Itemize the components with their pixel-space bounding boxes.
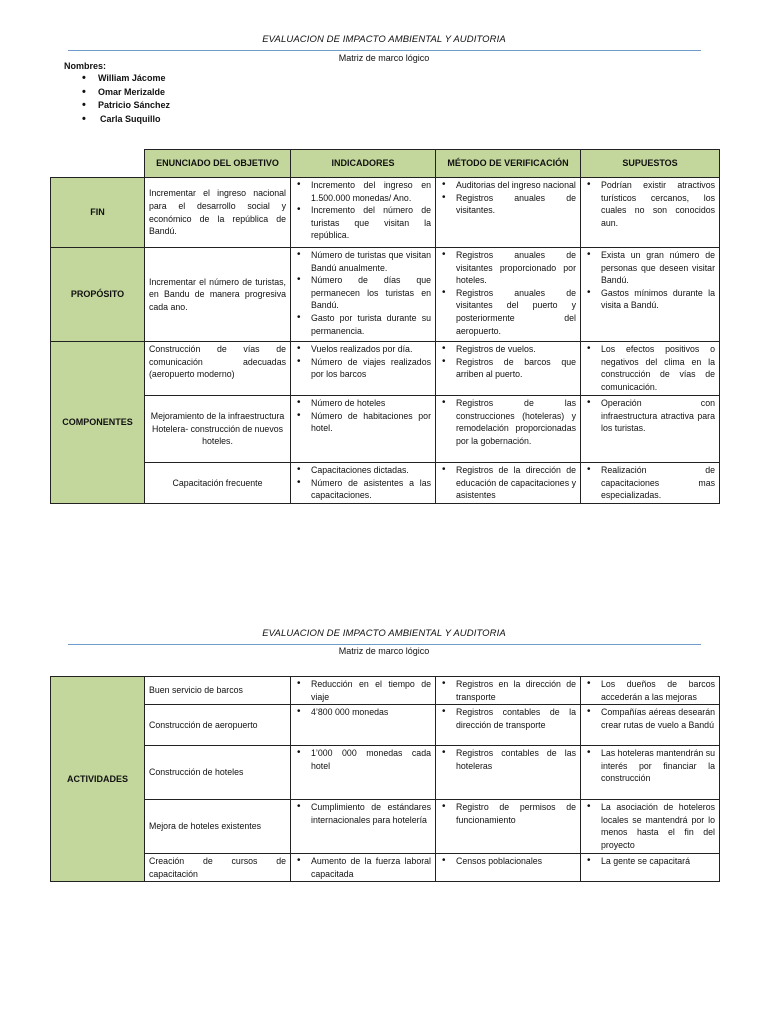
- indicators-cell: [291, 248, 436, 342]
- indicator-item: • Capacitaciones dictadas.: [295, 464, 431, 477]
- document-subtitle: Matriz de marco lógico: [338, 646, 430, 656]
- indicators-cell: [291, 705, 436, 746]
- verification-item: • Registros anuales de visitantes proporcionado por hoteles.: [440, 249, 576, 287]
- verification-item: • Registros en la dirección de transporte: [440, 678, 576, 703]
- verification-item: • Registros contables de la dirección de transporte: [440, 706, 576, 731]
- table-header-row: [51, 150, 720, 178]
- verification-cell: [436, 746, 581, 800]
- verification-item: • Registros de barcos que arriben al puerto.: [440, 356, 576, 381]
- indicator-item: • Cumplimiento de estándares internacionales para hotelería: [295, 801, 431, 826]
- row-label-proposito: PROPÓSITO: [51, 248, 145, 342]
- indicators-cell: [291, 746, 436, 800]
- assumption-item: • Compañías aéreas desearán crear rutas de vuelo a Bandú: [585, 706, 715, 731]
- verification-cell: [436, 800, 581, 854]
- indicators-cell: [291, 342, 436, 396]
- names-list: [64, 72, 170, 126]
- names-label: Nombres:: [64, 61, 107, 71]
- indicator-item: • Incremento del número de turistas que visitan la república.: [295, 204, 431, 242]
- assumptions-cell: [581, 178, 720, 248]
- indicators-cell: [291, 854, 436, 882]
- indicator-item: • Número de asistentes a las capacitaciones.: [295, 477, 431, 502]
- table-row-activity: [51, 746, 720, 800]
- assumptions-cell: [581, 746, 720, 800]
- indicator-item: • Número de viajes realizados por los barcos: [295, 356, 431, 381]
- verification-cell: [436, 677, 581, 705]
- verification-cell: [436, 705, 581, 746]
- indicator-item: • Reducción en el tiempo de viaje: [295, 678, 431, 703]
- table-row-proposito: [51, 248, 720, 342]
- verification-item: • Registros de vuelos.: [440, 343, 576, 356]
- assumption-item: • Exista un gran número de personas que deseen visitar Bandú.: [585, 249, 715, 287]
- row-label-actividades: ACTIVIDADES: [51, 677, 145, 882]
- objective-cell: Incrementar el ingreso nacional para el desarrollo social y económico de la república de Bandú.: [145, 178, 291, 248]
- assumption-item: • Los dueños de barcos accederán a las mejoras: [585, 678, 715, 703]
- objective-cell: Construcción de hoteles: [145, 746, 291, 800]
- table-row-activity: [51, 854, 720, 882]
- indicators-cell: [291, 800, 436, 854]
- row-label-componentes: COMPONENTES: [51, 342, 145, 504]
- assumption-item: • Las hoteleras mantendrán su interés por financiar la construcción: [585, 747, 715, 785]
- table-row-activity: [51, 677, 720, 705]
- logframe-table: [50, 149, 720, 504]
- assumptions-cell: [581, 396, 720, 463]
- indicator-item: • Número de hoteles: [295, 397, 431, 410]
- indicator-item: • Vuelos realizados por día.: [295, 343, 431, 356]
- indicators-cell: [291, 178, 436, 248]
- assumptions-cell: [581, 342, 720, 396]
- objective-cell: Mejora de hoteles existentes: [145, 800, 291, 854]
- assumption-item: • Gastos mínimos durante la visita a Bandú.: [585, 287, 715, 312]
- assumption-item: • Podrían existir atractivos turísticos cercanos, los cuales no son conocidos aun.: [585, 179, 715, 229]
- indicator-item: • Número de turistas que visitan Bandú anualmente.: [295, 249, 431, 274]
- assumptions-cell: [581, 463, 720, 504]
- table-row-activity: [51, 705, 720, 746]
- assumptions-cell: [581, 854, 720, 882]
- name-item: • William Jácome: [82, 72, 170, 86]
- column-header: SUPUESTOS: [581, 150, 720, 178]
- page-header-2: [0, 628, 768, 639]
- document-title: EVALUACION DE IMPACTO AMBIENTAL Y AUDITORIA: [262, 34, 506, 45]
- table-row-componente: [51, 463, 720, 504]
- page-header-1: [0, 34, 768, 45]
- table-row-componente: [51, 396, 720, 463]
- indicators-cell: [291, 463, 436, 504]
- verification-item: • Auditorias del ingreso nacional: [440, 179, 576, 192]
- name-item: • Patricio Sánchez: [82, 99, 170, 113]
- objective-cell: Capacitación frecuente: [145, 463, 291, 504]
- verification-item: • Registros de las construcciones (hoteleras) y remodelación proporcionadas por la gobernación.: [440, 397, 576, 447]
- header-divider: [68, 50, 701, 51]
- indicator-item: • 4’800 000 monedas: [295, 706, 431, 719]
- activities-table: [50, 676, 720, 882]
- table-row-componente: [51, 342, 720, 396]
- indicator-item: • Número de días que permanecen los turistas en Bandú.: [295, 274, 431, 312]
- verification-cell: [436, 463, 581, 504]
- assumption-item: • La gente se capacitará: [585, 855, 715, 868]
- column-header: ENUNCIADO DEL OBJETIVO: [145, 150, 291, 178]
- document-title: EVALUACION DE IMPACTO AMBIENTAL Y AUDITORIA: [262, 628, 506, 639]
- objective-cell: Incrementar el número de turistas, en Bandu de manera progresiva cada ano.: [145, 248, 291, 342]
- indicator-item: • Gasto por turista durante su permanencia.: [295, 312, 431, 337]
- name-item: • Omar Merizalde: [82, 86, 170, 100]
- verification-item: • Registros contables de las hoteleras: [440, 747, 576, 772]
- objective-cell: Construcción de aeropuerto: [145, 705, 291, 746]
- assumptions-cell: [581, 248, 720, 342]
- verification-item: • Registros anuales de visitantes.: [440, 192, 576, 217]
- assumption-item: • La asociación de hoteleros locales se mantendrá por lo menos hasta el fin del proyecto: [585, 801, 715, 851]
- assumption-item: • Operación con infraestructura atractiva para los turistas.: [585, 397, 715, 435]
- verification-cell: [436, 248, 581, 342]
- indicators-cell: [291, 396, 436, 463]
- assumptions-cell: [581, 800, 720, 854]
- verification-item: • Registros de la dirección de educación de capacitaciones y asistentes: [440, 464, 576, 502]
- header-divider: [68, 644, 701, 645]
- verification-item: • Censos poblacionales: [440, 855, 576, 868]
- verification-item: • Registros anuales de visitantes del puerto y posteriormente del aeropuerto.: [440, 287, 576, 337]
- objective-cell: Construcción de vías de comunicación adecuadas (aeropuerto moderno): [145, 342, 291, 396]
- name-item: • Carla Suquillo: [82, 113, 170, 127]
- column-header: MÉTODO DE VERIFICACIÓN: [436, 150, 581, 178]
- verification-cell: [436, 342, 581, 396]
- indicator-item: • 1’000 000 monedas cada hotel: [295, 747, 431, 772]
- verification-cell: [436, 396, 581, 463]
- assumption-item: • Realización de capacitaciones mas especializadas.: [585, 464, 715, 502]
- objective-cell: Buen servicio de barcos: [145, 677, 291, 705]
- verification-item: • Registro de permisos de funcionamiento: [440, 801, 576, 826]
- assumptions-cell: [581, 677, 720, 705]
- names-section: [64, 61, 170, 126]
- verification-cell: [436, 178, 581, 248]
- row-label-fin: FIN: [51, 178, 145, 248]
- column-header: INDICADORES: [291, 150, 436, 178]
- objective-cell: Creación de cursos de capacitación: [145, 854, 291, 882]
- indicator-item: • Aumento de la fuerza laboral capacitada: [295, 855, 431, 880]
- assumptions-cell: [581, 705, 720, 746]
- empty-corner: [51, 150, 145, 178]
- table-row-fin: [51, 178, 720, 248]
- indicators-cell: [291, 677, 436, 705]
- indicator-item: • Incremento del ingreso en 1.500.000 monedas/ Ano.: [295, 179, 431, 204]
- assumption-item: • Los efectos positivos o negativos del clima en la construcción de vías de comunicación.: [585, 343, 715, 393]
- table-row-activity: [51, 800, 720, 854]
- document-subtitle: Matriz de marco lógico: [338, 53, 430, 63]
- objective-cell: Mejoramiento de la infraestructura Hotelera- construcción de nuevos hoteles.: [145, 396, 291, 463]
- indicator-item: • Número de habitaciones por hotel.: [295, 410, 431, 435]
- verification-cell: [436, 854, 581, 882]
